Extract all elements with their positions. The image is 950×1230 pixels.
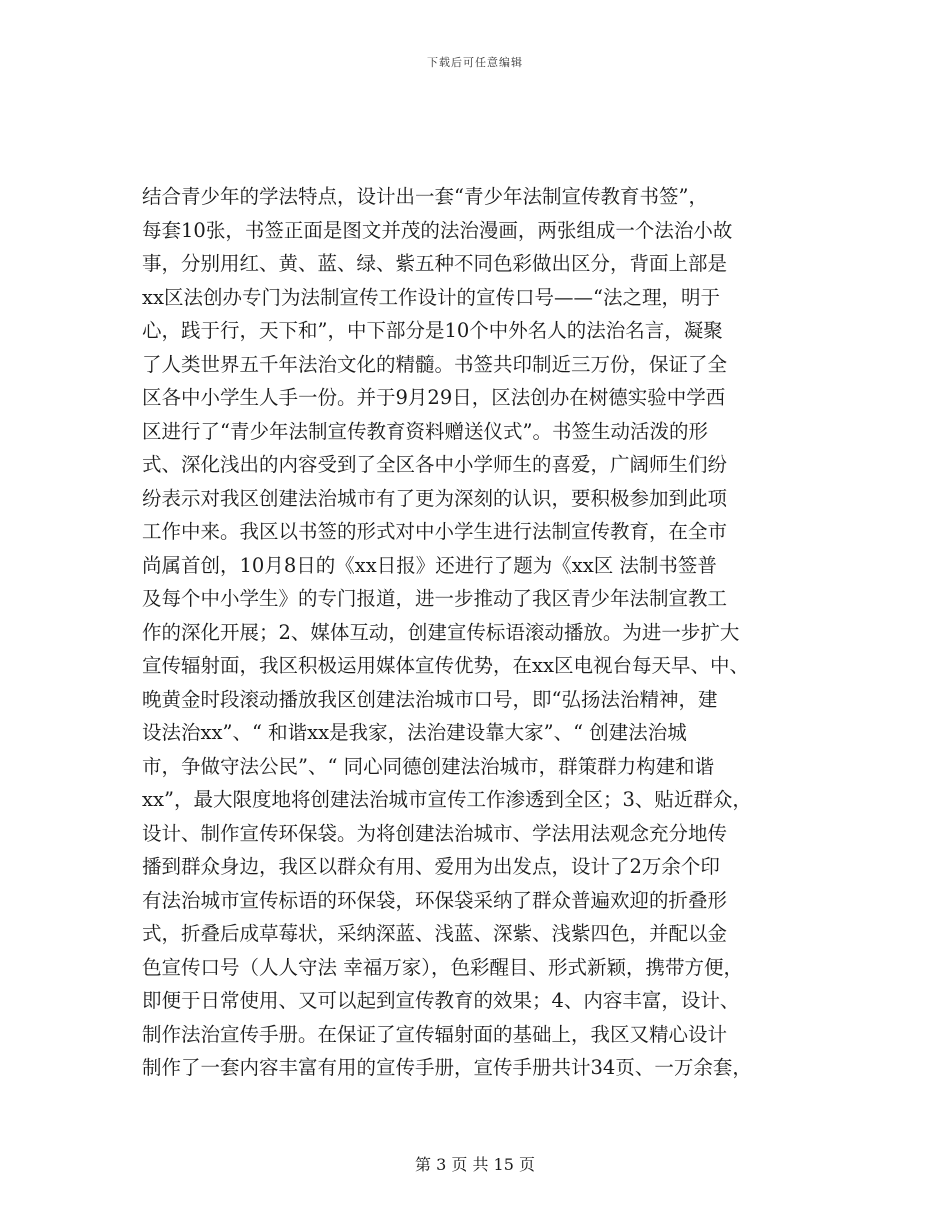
text-line: 式，折叠后成草莓状，采纳深蓝、浅蓝、深紫、浅紫四色，并配以金 <box>142 922 728 945</box>
page-header: 下载后可任意编辑 <box>427 56 523 69</box>
text-line: 设计、制作宣传环保袋。为将创建法治城市、学法用法观念充分地传 <box>142 821 728 845</box>
text-line: 了人类世界五千年法治文化的精髓。书签共印制近三万份，保证了全 <box>142 352 728 376</box>
text-line: xx区法创办专门为法制宣传工作设计的宣传口号——“法之理，明于 <box>142 285 720 309</box>
text-line: 工作中来。我区以书签的形式对中小学生进行法制宣传教育，在全市 <box>142 520 728 543</box>
text-line: 晚黄金时段滚动播放我区创建法治城市口号，即“弘扬法治精神，建 <box>142 687 718 711</box>
text-line: xx”，最大限度地将创建法治城市宣传工作渗透到全区；3、贴近群众， <box>142 788 752 811</box>
text-line: 心，践于行，天下和”，中下部分是10个中外名人的法治名言，凝聚 <box>142 319 723 342</box>
text-line: 每套10张，书签正面是图文并茂的法治漫画，两张组成一个法治小故 <box>142 218 733 242</box>
text-line: 设法治xx”、“ 和谐xx是我家，法治建设靠大家”、“ 创建法治城 <box>142 721 687 744</box>
text-line: 结合青少年的学法特点，设计出一套“青少年法制宣传教育书签”， <box>142 185 708 208</box>
page-number-footer: 第 3 页 共 15 页 <box>415 1155 535 1174</box>
text-line: 市，争做守法公民”、“ 同心同德创建法治城市，群策群力构建和谐 <box>142 754 715 778</box>
text-line: 区各中小学生人手一份。并于9月29日，区法创办在树德实验中学西 <box>142 386 726 409</box>
text-line: 制作法治宣传手册。在保证了宣传辐射面的基础上，我区又精心设计 <box>142 1022 728 1046</box>
text-line: 式、深化浅出的内容受到了全区各中小学师生的喜爱，广阔师生们纷 <box>142 453 728 476</box>
text-line: 宣传辐射面，我区积极运用媒体宣传优势，在xx区电视台每天早、中、 <box>142 654 749 677</box>
text-line: 尚属首创，10月8日的《xx日报》还进行了题为《xx区 法制书签普 <box>142 553 717 577</box>
text-line: 区进行了“青少年法制宣传教育资料赠送仪式”。书签生动活泼的形 <box>142 419 708 443</box>
text-line: 即便于日常使用、又可以起到宣传教育的效果；4、内容丰富，设计、 <box>142 989 740 1012</box>
text-line: 纷表示对我区创建法治城市有了更为深刻的认识，要积极参加到此项 <box>142 486 728 510</box>
text-line: 事，分别用红、黄、蓝、绿、紫五种不同色彩做出区分，背面上部是 <box>142 252 728 275</box>
text-line: 作的深化开展；2、媒体互动，创建宣传标语滚动播放。为进一步扩大 <box>142 620 740 644</box>
text-line: 有法治城市宣传标语的环保袋，环保袋采纳了群众普遍欢迎的折叠形 <box>142 888 728 912</box>
text-line: 制作了一套内容丰富有用的宣传手册，宣传手册共计34页、一万余套， <box>142 1056 752 1079</box>
body-text <box>142 180 822 1085</box>
text-line: 色宣传口号（人人守法 幸福万家），色彩醒目、形式新颖，携带方便， <box>142 955 743 979</box>
text-line: 及每个中小学生》的专门报道，进一步推动了我区青少年法制宣教工 <box>142 587 728 610</box>
text-line: 播到群众身边，我区以群众有用、爱用为出发点，设计了2万余个印 <box>142 855 720 878</box>
